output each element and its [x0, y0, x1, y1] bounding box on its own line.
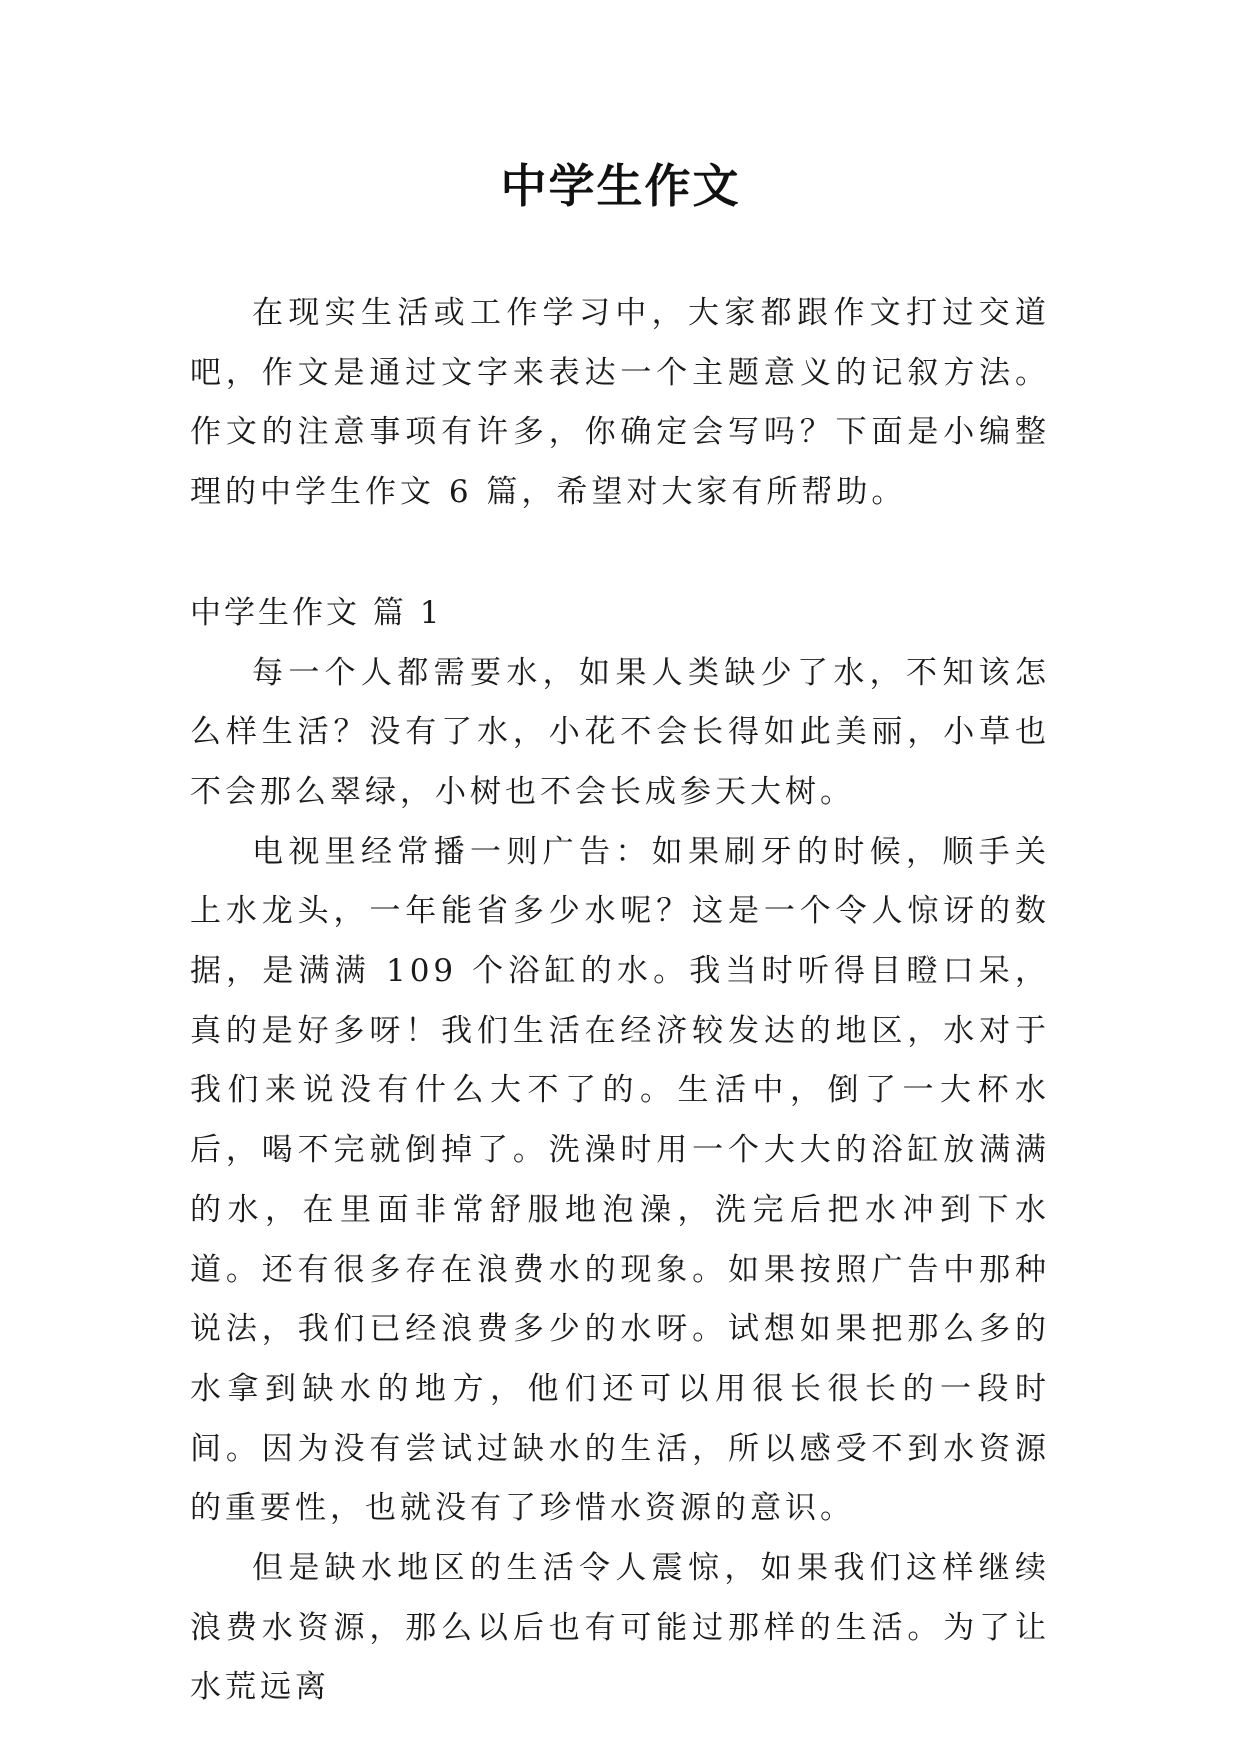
section-heading: 中学生作文 篇 1: [190, 594, 443, 631]
body-paragraph: 电视里经常播一则广告：如果刷牙的时候，顺手关上水龙头，一年能省多少水呢？这是一个令人惊讶的数据，是满满 109 个浴缸的水。我当时听得目瞪口呆，真的是好多呀！我们生活在经济较发达的地区，水对于我们来说没有什么大不了的。生活中，倒了一大杯水后，喝不完就倒掉了。洗澡时用一个大大的浴缸放满满的水，在里面非常舒服地泡澡，洗完后把水冲到下水道。还有很多存在浪费水的现象。如果按照广告中那种说法，我们已经浪费多少的水呀。试想如果把那么多的水拿到缺水的地方，他们还可以用很长很长的一段时间。因为没有尝试过缺水的生活，所以感受不到水资源的重要性，也就没有了珍惜水资源的意识。: [190, 833, 1050, 1527]
intro-paragraph: 在现实生活或工作学习中，大家都跟作文打过交道吧，作文是通过文字来表达一个主题意义的记叙方法。作文的注意事项有许多，你确定会写吗？下面是小编整理的中学生作文 6 篇，希望对大家有所帮助。: [190, 295, 1050, 511]
body-paragraph: 每一个人都需要水，如果人类缺少了水，不知该怎么样生活？没有了水，小花不会长得如此美丽，小草也不会那么翠绿，小树也不会长成参天大树。: [190, 654, 1050, 810]
body-paragraph: 但是缺水地区的生活令人震惊，如果我们这样继续浪费水资源，那么以后也有可能过那样的生活。为了让水荒远离: [190, 1550, 1050, 1706]
document-body: [190, 284, 1050, 1718]
document-title: 中学生作文: [500, 159, 741, 213]
